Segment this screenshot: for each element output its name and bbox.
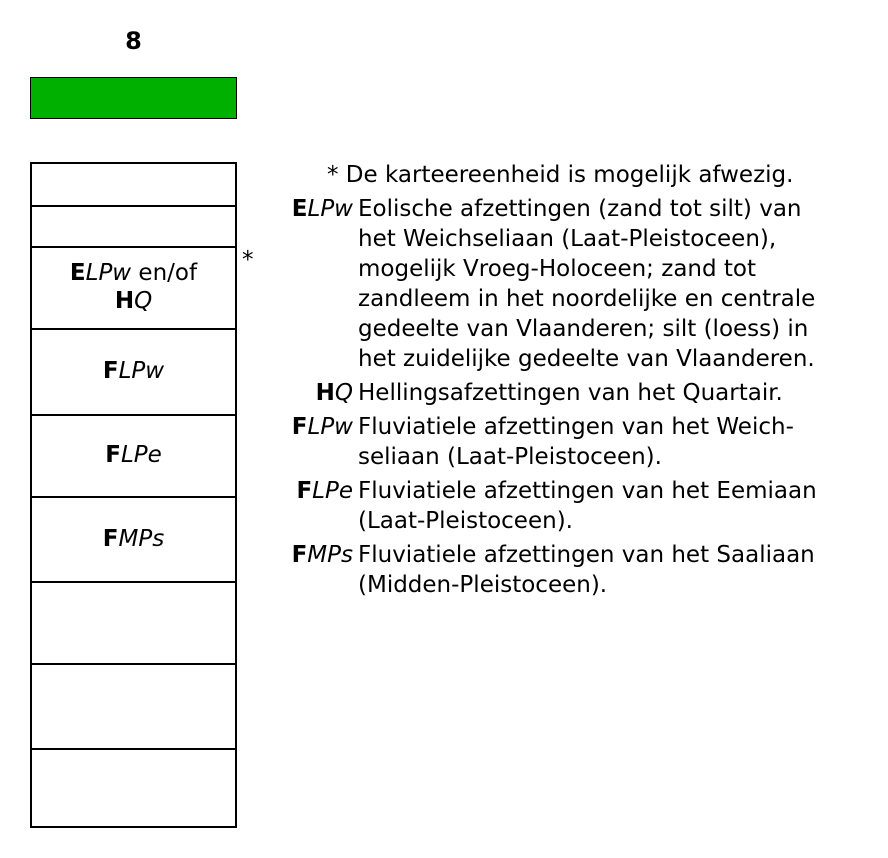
legend-code-bold: E (291, 196, 308, 222)
stratigraphic-column (30, 162, 237, 828)
legend-description (358, 476, 817, 536)
legend-description (358, 540, 815, 600)
layer-code-bold: F (102, 358, 119, 384)
legend-code-bold: H (315, 380, 335, 406)
absence-asterisk: * (242, 247, 254, 273)
legend-description-line: het zuidelijke gedeelte van Vlaanderen. (358, 346, 815, 372)
legend-code (276, 540, 353, 600)
legend-code-italic: LPw (307, 196, 353, 222)
legend-code (276, 378, 353, 408)
legend-description-line: het Weichseliaan (Laat-Pleistoceen), (358, 226, 777, 252)
legend-description-line: (Midden-Pleistoceen). (358, 572, 608, 598)
legend-code-bold: F (296, 478, 313, 504)
legend-note: * De karteereenheid is mogelijk afwezig. (327, 162, 794, 188)
layer-8 (32, 663, 235, 750)
legend-code-italic: LPw (307, 414, 353, 440)
layer-code-italic: LPw (85, 260, 132, 286)
layer-code-bold: F (105, 442, 121, 468)
legend-description-line: Fluviatiele afzettingen van het Saaliaan (358, 542, 815, 568)
legend-description-line: seliaan (Laat-Pleistoceen). (358, 444, 662, 470)
layer-code-italic: Q (134, 288, 153, 314)
color-swatch (30, 77, 237, 119)
layer-code-italic: MPs (118, 525, 165, 552)
legend-code-bold: F (291, 542, 308, 568)
legend-code-italic: MPs (307, 542, 353, 568)
legend-description-line: Hellingsafzettingen van het Quartair. (358, 380, 783, 406)
legend-description (358, 194, 815, 374)
legend-code (276, 412, 353, 472)
layer-9 (32, 748, 235, 826)
legend-description-line: zandleem in het noordelijke en centrale (358, 286, 816, 312)
legend-entry (276, 540, 876, 600)
legend-code-bold: F (291, 414, 308, 440)
legend-description-line: mogelijk Vroeg-Holoceen; zand tot (358, 256, 757, 282)
layer-code-suffix: en/of (131, 260, 198, 286)
legend-code (276, 194, 353, 374)
legend-entry (276, 194, 876, 374)
legend-entry (276, 412, 876, 472)
legend-description-line: Fluviatiele afzettingen van het Eemiaan (358, 478, 817, 504)
layer-2 (32, 205, 235, 248)
legend-entry (276, 378, 876, 408)
layer-code-bold: H (114, 288, 135, 314)
legend-description (358, 412, 794, 472)
layer-1 (32, 164, 235, 207)
legend-entry (276, 476, 876, 536)
layer-7 (32, 581, 235, 665)
diagram-title: 8 (125, 27, 142, 55)
legend-description-line: gedeelte van Vlaanderen; silt (loess) in (358, 316, 809, 342)
legend-description-line: Fluviatiele afzettingen van het Weich- (358, 414, 794, 440)
layer-elpw-hq (32, 246, 235, 330)
legend-description-line: Eolische afzettingen (zand tot silt) van (358, 196, 802, 222)
layer-flpw (32, 328, 235, 416)
layer-code-bold: E (69, 260, 86, 286)
legend (276, 160, 876, 604)
layer-fmps (32, 496, 235, 583)
layer-code-italic: LPe (120, 442, 162, 468)
layer-code-bold: F (102, 525, 119, 552)
legend-code (276, 476, 353, 536)
legend-code-italic: Q (334, 380, 353, 406)
layer-code-italic: LPw (118, 358, 165, 384)
legend-code-italic: LPe (312, 478, 353, 504)
layer-flpe (32, 414, 235, 498)
legend-description (358, 378, 783, 408)
legend-description-line: (Laat-Pleistoceen). (358, 508, 573, 534)
